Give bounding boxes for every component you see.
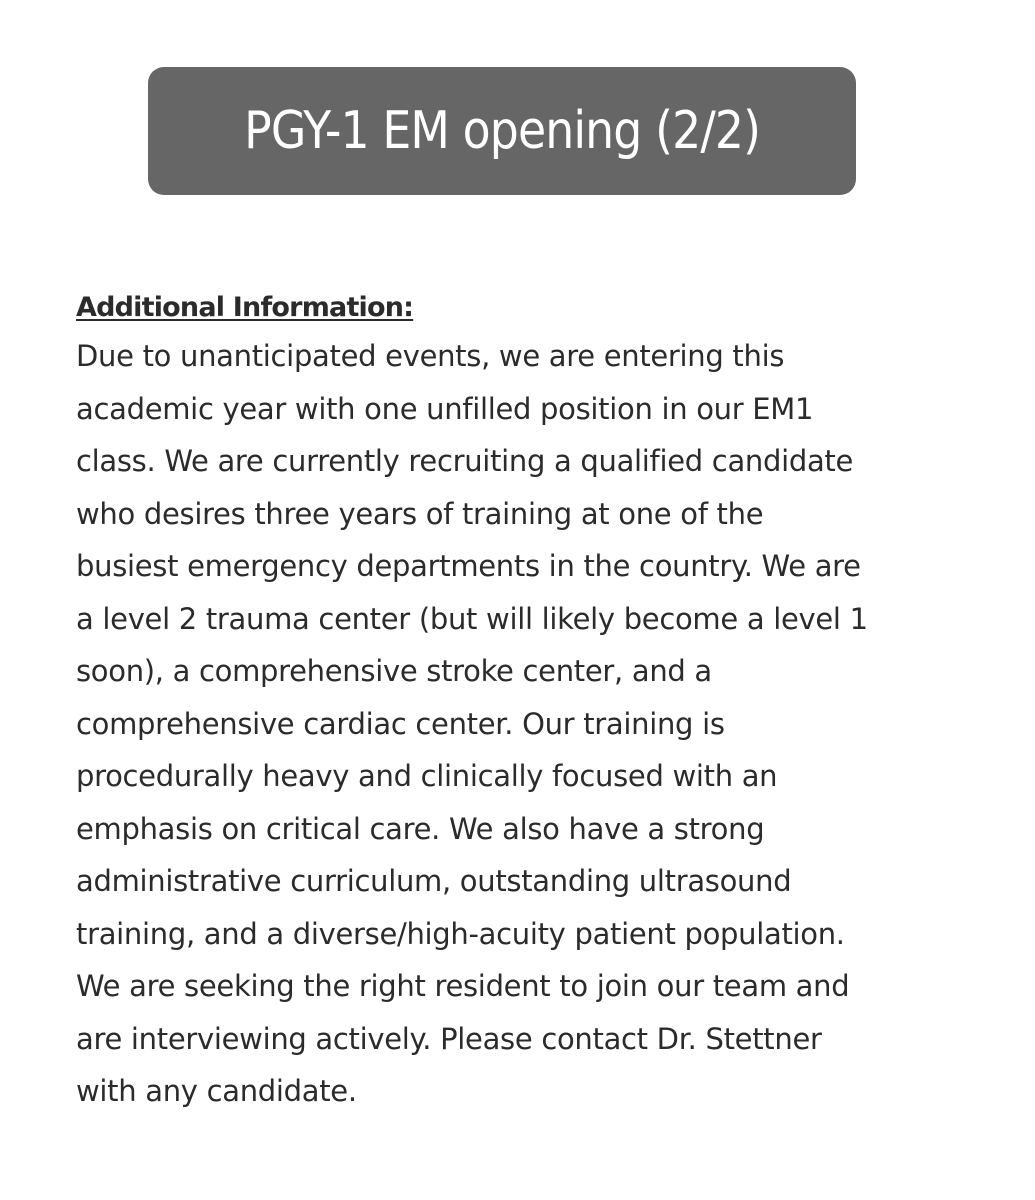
body-line: soon), a comprehensive stroke center, and a (76, 654, 712, 688)
body-line: Due to unanticipated events, we are entering this (76, 339, 785, 373)
body-line: a level 2 trauma center (but will likely become a level 1 (76, 601, 868, 636)
body-line: procedurally heavy and clinically focused with an (76, 759, 778, 793)
page-title: PGY-1 EM opening (2/2) (244, 101, 760, 161)
body-line: emphasis on critical care. We also have a strong (76, 811, 765, 846)
section-heading-row (76, 286, 976, 330)
body-line: class. We are currently recruiting a qualified candidate (76, 444, 854, 478)
body-paragraph (76, 330, 976, 1118)
section-heading: Additional Information: (76, 292, 414, 323)
body-line: We are seeking the right resident to join our team and (76, 969, 850, 1003)
body-line: comprehensive cardiac center. Our training is (76, 706, 725, 741)
body-line: administrative curriculum, outstanding ultrasound (76, 864, 792, 898)
body-line: busiest emergency departments in the country. We are (76, 549, 861, 583)
title-banner (148, 67, 856, 195)
body-line: who desires three years of training at one of the (76, 496, 764, 531)
body-line: academic year with one unfilled position in our EM1 (76, 391, 814, 426)
body-line: training, and a diverse/high-acuity patient population. (76, 916, 845, 951)
additional-information-section (76, 286, 976, 1118)
body-line: with any candidate. (76, 1074, 357, 1108)
body-line: are interviewing actively. Please contact Dr. Stettner (76, 1021, 822, 1056)
